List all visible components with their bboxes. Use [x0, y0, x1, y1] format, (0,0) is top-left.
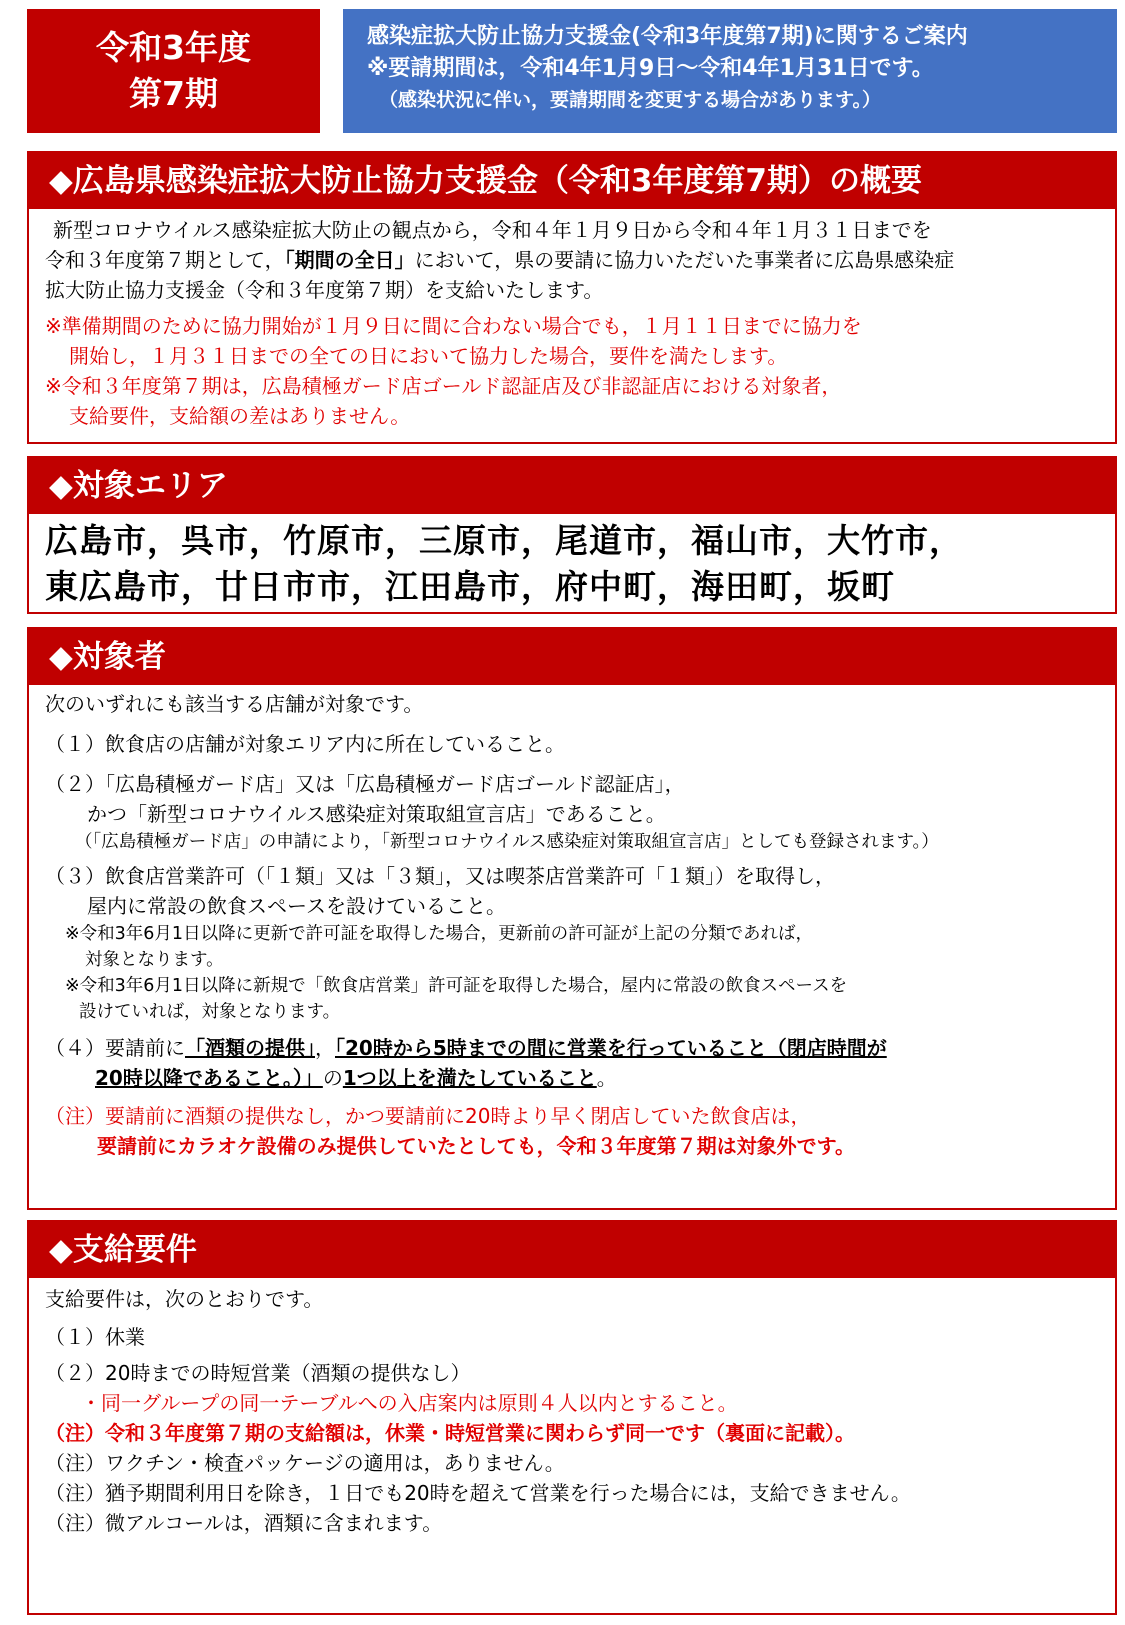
target-item-4-span: の [322, 1066, 343, 1090]
target-item-4-emphasis: 20時以降であること。）」 [95, 1066, 323, 1090]
area-list-line: 東広島市，廿日市市，江田島市，府中町，海田町，坂町 [45, 567, 895, 606]
overview-title: ◆広島県感染症拡大防止協力支援金（令和3年度第7期）の概要 [29, 153, 1115, 209]
overview-text-line [45, 245, 1115, 275]
area-title: ◆対象エリア [29, 458, 1115, 514]
target-item-1: （１）飲食店の店舗が対象エリア内に所在していること。 [45, 732, 565, 756]
target-item-2: （２）「広島積極ガード店」又は「広島積極ガード店ゴールド認証店」， [45, 772, 685, 796]
period-badge-year: 令和3年度 [96, 28, 251, 67]
requirements-note-3: （注）猶予期間利用日を除き，１日でも20時を超えて営業を行った場合には，支給できません。 [45, 1481, 911, 1505]
overview-text-line: 拡大防止協力支援金（令和３年度第７期）を支給いたします。 [45, 278, 604, 302]
overview-note-line: 開始し，１月３１日までの全ての日において協力した場合，要件を満たします。 [69, 344, 788, 368]
requirements-section [27, 1220, 1117, 1615]
overview-text-line: 新型コロナウイルス感染症拡大防止の観点から，令和４年１月９日から令和４年１月３１日までを [53, 218, 932, 242]
overview-text-span: において，県の要請に協力いただいた事業者に広島県感染症 [414, 248, 955, 272]
requirements-intro: 支給要件は，次のとおりです。 [45, 1287, 324, 1311]
target-item-3: （３）飲食店営業許可（「１類」又は「３類」，又は喫茶店営業許可「１類」）を取得し， [45, 864, 835, 888]
target-item-4-emphasis: 「酒類の提供」 [185, 1036, 315, 1060]
requirements-note-2: （注）ワクチン・検査パッケージの適用は，ありません。 [45, 1451, 565, 1475]
target-intro: 次のいずれにも該当する店舗が対象です。 [45, 692, 424, 716]
area-section [27, 456, 1117, 614]
target-item-4 [45, 1033, 1115, 1063]
target-item-2-cont: かつ「新型コロナウイルス感染症対策取組宣言店」であること。 [87, 802, 666, 826]
area-list-line: 広島市，呉市，竹原市，三原市，尾道市，福山市，大竹市， [45, 521, 963, 560]
overview-note-line: 支給要件，支給額の差はありません。 [69, 404, 411, 428]
requirements-note-1: （注）令和３年度第７期の支給額は，休業・時短営業に関わらず同一です（裏面に記載）。 [45, 1421, 855, 1445]
info-banner-period: ※要請期間は，令和4年1月9日～令和4年1月31日です。 [367, 56, 934, 81]
overview-note-line: ※令和３年度第７期は，広島積極ガード店ゴールド認証店及び非認証店における対象者， [45, 374, 842, 398]
target-item-4-span: ， [315, 1036, 335, 1060]
target-item-3-note: ※令和3年6月1日以降に新規で「飲食店営業」許可証を取得した場合，屋内に常設の飲食スペースを [65, 976, 848, 996]
target-item-4-span: （４）要請前に [45, 1036, 185, 1060]
target-caution: （注）要請前に酒類の提供なし，かつ要請前に20時より早く閉店していた飲食店は， [45, 1104, 811, 1128]
overview-text-span: 令和３年度第７期として， [45, 248, 285, 272]
requirements-item-2: （２）20時までの時短営業（酒類の提供なし） [45, 1361, 471, 1385]
target-item-3-note: 設けていれば，対象となります。 [79, 1002, 341, 1022]
target-item-3-cont: 屋内に常設の飲食スペースを設けていること。 [87, 894, 506, 918]
target-item-4-emphasis: 1つ以上を満たしていること [342, 1066, 597, 1090]
target-item-3-note: ※令和3年6月1日以降に更新で許可証を取得した場合，更新前の許可証が上記の分類であれば， [65, 924, 814, 944]
overview-section [27, 151, 1117, 444]
info-banner-title: 感染症拡大防止協力支援金(令和3年度第7期)に関するご案内 [367, 24, 968, 49]
target-item-3-note: 対象となります。 [85, 950, 224, 970]
info-banner [343, 9, 1117, 133]
period-badge-term: 第7期 [129, 74, 218, 113]
overview-note-line: ※準備期間のために協力開始が１月９日に間に合わない場合でも，１月１１日までに協力を [45, 314, 862, 338]
target-item-4-cont [45, 1063, 1115, 1093]
requirements-item-2-sub: ・同一グループの同一テーブルへの入店案内は原則４人以内とすること。 [81, 1391, 738, 1415]
requirements-item-1: （１）休業 [45, 1325, 145, 1349]
target-item-2-note: （「広島積極ガード店」の申請により，「新型コロナウイルス感染症対策取組宣言店」としても登録されます。） [75, 832, 939, 852]
target-caution-cont: 要請前にカラオケ設備のみ提供していたとしても，令和３年度第７期は対象外です。 [97, 1134, 855, 1158]
target-section [27, 627, 1117, 1210]
target-item-4-emphasis: 「20時から5時までの間に営業を行っていること（閉店時間が [335, 1036, 887, 1060]
target-item-4-span: 。 [596, 1066, 617, 1090]
requirements-note-4: （注）微アルコールは，酒類に含まれます。 [45, 1511, 443, 1535]
overview-emphasis: 「期間の全日」 [284, 248, 415, 272]
info-banner-note: （感染状況に伴い，要請期間を変更する場合があります。） [379, 89, 881, 111]
target-title: ◆対象者 [29, 629, 1115, 685]
period-badge [27, 9, 320, 133]
requirements-title: ◆支給要件 [29, 1222, 1115, 1278]
